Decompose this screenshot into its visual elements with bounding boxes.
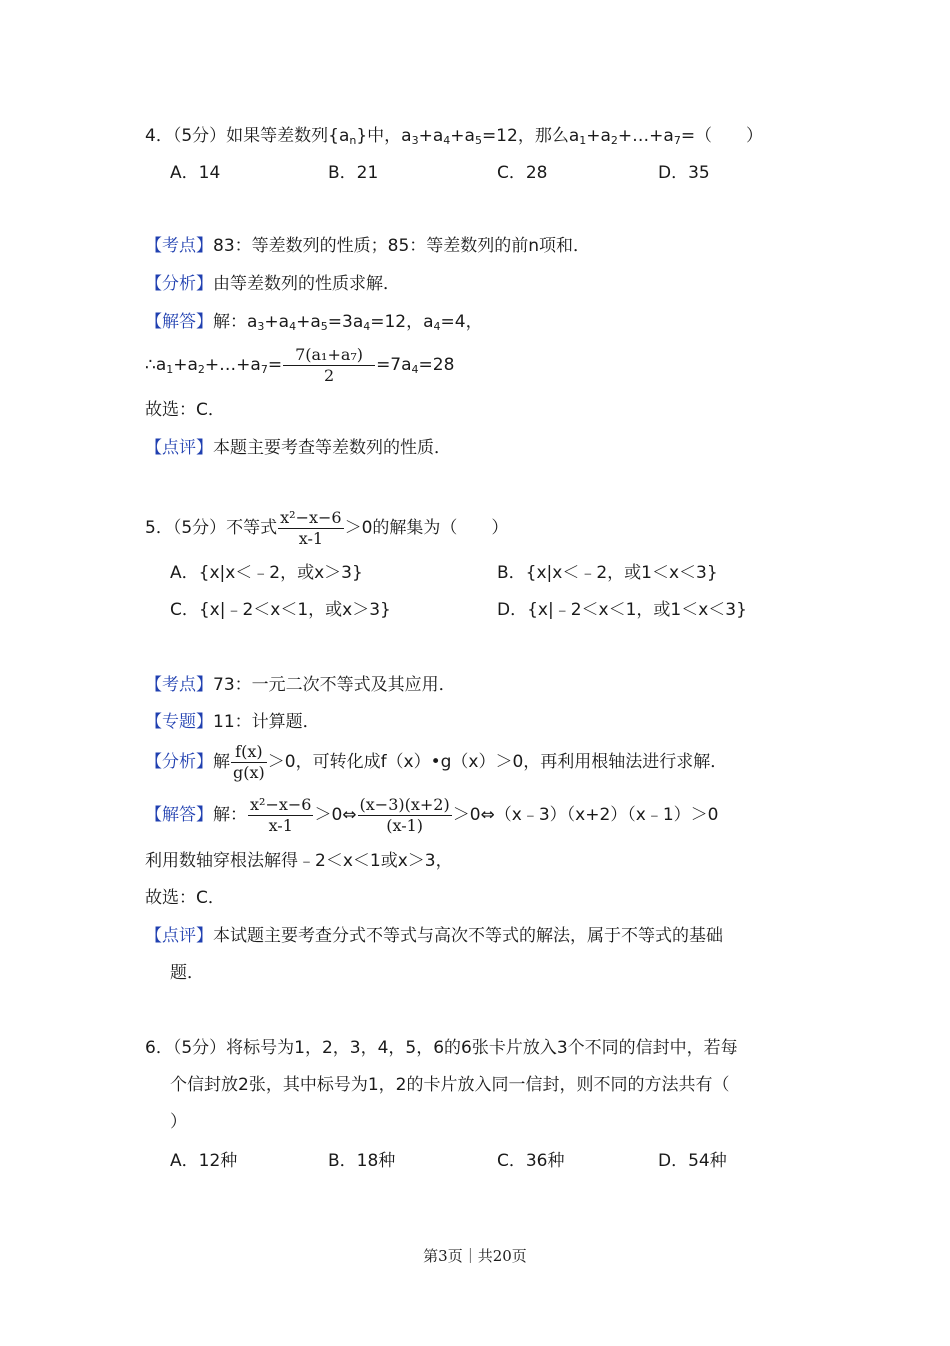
q5-option-c: C．{x|﹣2＜x＜1，或x＞3} bbox=[170, 600, 391, 620]
zhuanti-tag: 【专题】 bbox=[145, 712, 213, 732]
kaodian-tag: 【考点】 bbox=[145, 236, 213, 256]
q4-option-c: C．28 bbox=[497, 163, 548, 183]
q4-kaodian: 【考点】83：等差数列的性质；85：等差数列的前n项和． bbox=[145, 236, 591, 256]
q6-stem-line1: 6．（5分）将标号为1，2，3，4，5，6的6张卡片放入3个不同的信封中，若每 bbox=[145, 1038, 738, 1058]
q5-guxuan: 故选：C． bbox=[145, 888, 225, 908]
q4-option-d: D．35 bbox=[658, 163, 710, 183]
q5-jieda-fraction-2: $\frac{(x-3)(x+2)}{(x-1)}$ bbox=[359, 794, 450, 835]
q4-dianping: 【点评】本题主要考查等差数列的性质． bbox=[145, 438, 451, 458]
q4-therefore: $\therefore a_1+a_2+\dots+a_7=$ $\frac{\text{7(a₁+a₇)}}{2}$ $=7a_4=28$ bbox=[145, 344, 455, 385]
fenxi-tag: 【分析】 bbox=[145, 274, 213, 294]
q6-option-a: A．12种 bbox=[170, 1151, 238, 1171]
jieda-tag: 【解答】 bbox=[145, 805, 213, 825]
q6-option-b: B．18种 bbox=[328, 1151, 396, 1171]
q6-option-d: D．54种 bbox=[658, 1151, 727, 1171]
dianping-tag: 【点评】 bbox=[145, 438, 213, 458]
q6-stem-line3: ） bbox=[170, 1112, 187, 1132]
q4-guxuan: 故选：C． bbox=[145, 400, 225, 420]
q5-jieda: 【解答】解： $\frac{\text{x²−x−6}}{x-1}$ ＞0⇔ $\frac{(x-3)(x+2)}{(x-1)}$ ＞0⇔（x﹣3）（x+2）（x﹣1）＞0 bbox=[145, 794, 719, 835]
q4-fenxi: 【分析】由等差数列的性质求解． bbox=[145, 274, 400, 294]
q5-stem: 5．（5分）不等式 $\frac{\text{x²−x−6}}{x-1}$ ＞0的解集为（ ） bbox=[145, 507, 509, 548]
q4-jieda: 【解答】解：$a_3+a_4+a_5=3a_4=12$，$a_4=4$， bbox=[145, 312, 483, 333]
q5-jieda-fraction-1: $\frac{\text{x²−x−6}}{x-1}$ bbox=[250, 794, 312, 835]
dianping-tag: 【点评】 bbox=[145, 926, 213, 946]
page-footer: 第3页｜共20页 bbox=[423, 1247, 527, 1265]
q5-kaodian: 【考点】73：一元二次不等式及其应用． bbox=[145, 675, 456, 695]
q5-jieda-line2: 利用数轴穿根法解得﹣2＜x＜1或x＞3， bbox=[145, 851, 453, 871]
kaodian-tag: 【考点】 bbox=[145, 675, 213, 695]
q5-option-a: A．{x|x＜﹣2，或x＞3} bbox=[170, 563, 363, 583]
q5-dianping-line2: 题． bbox=[170, 963, 204, 983]
q6-stem-line2: 个信封放2张，其中标号为1，2的卡片放入同一信封，则不同的方法共有（ bbox=[170, 1075, 730, 1095]
q5-fenxi: 【分析】解 $\frac{f(x)}{g(x)}$ ＞0，可转化成f（x）•g（x）＞0，再利用根轴法进行求解． bbox=[145, 741, 728, 782]
q5-zhuanti: 【专题】11：计算题． bbox=[145, 712, 320, 732]
q4-option-a: A．14 bbox=[170, 163, 221, 183]
q5-option-d: D．{x|﹣2＜x＜1，或1＜x＜3} bbox=[497, 600, 747, 620]
q5-fenxi-fraction: $\frac{f(x)}{g(x)}$ bbox=[233, 741, 265, 782]
q4-fraction: $\frac{\text{7(a₁+a₇)}}{2}$ bbox=[283, 345, 375, 386]
q4-option-b: B．21 bbox=[328, 163, 379, 183]
fenxi-tag: 【分析】 bbox=[145, 752, 213, 772]
q5-dianping: 【点评】本试题主要考查分式不等式与高次不等式的解法，属于不等式的基础 bbox=[145, 926, 723, 946]
jieda-tag: 【解答】 bbox=[145, 312, 213, 332]
q5-option-b: B．{x|x＜﹣2，或1＜x＜3} bbox=[497, 563, 718, 583]
q6-option-c: C．36种 bbox=[497, 1151, 565, 1171]
q4-stem: 4．（5分）如果等差数列$\{a_n\}$中，$a_3+a_4+a_5=12$，那么$a_1+a_2+\dots+a_7=$（ ） bbox=[145, 126, 764, 147]
q5-stem-fraction: $\frac{\text{x²−x−6}}{x-1}$ bbox=[280, 507, 342, 548]
